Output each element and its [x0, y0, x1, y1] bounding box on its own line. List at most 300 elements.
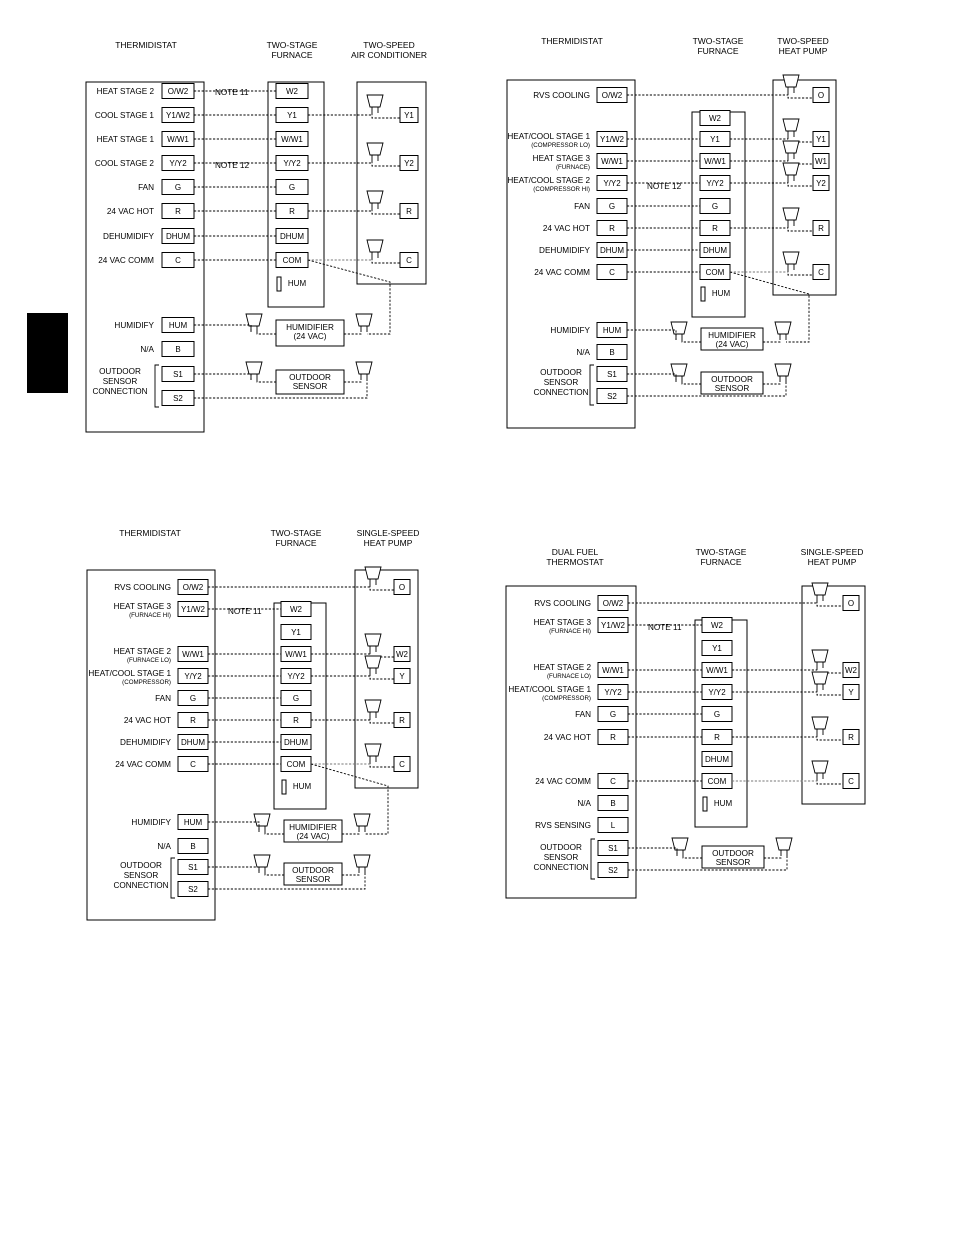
furnace-terminal: [702, 774, 732, 789]
furnace-terminal: [281, 735, 311, 750]
outdoor-terminal-label: O: [847, 599, 855, 608]
thermostat-terminal-label: Y1/W2: [600, 621, 626, 630]
terminal-function-label: 24 VAC COMM: [98, 256, 154, 265]
furnace-terminal: [281, 713, 311, 728]
column-header-line: HEAT PUMP: [363, 538, 413, 548]
thermostat-terminal: [597, 389, 627, 404]
outdoor-sensor-bracket: [171, 858, 175, 898]
furnace-terminal-label: Y/Y2: [706, 179, 724, 188]
thermostat-terminal-label: S1: [607, 370, 617, 379]
column-header-line: FURNACE: [700, 557, 742, 567]
thermostat-terminal-label: S1: [173, 370, 183, 379]
outdoor-terminal-label: C: [818, 268, 824, 277]
outdoor-sensor-connection-label-line: CONNECTION: [533, 863, 589, 872]
thermostat-terminal: [162, 84, 194, 99]
thermostat-terminal: [597, 88, 627, 103]
wire-connector-cap: [812, 650, 828, 662]
outdoor-terminal: [394, 669, 410, 684]
thermostat-terminal-label: W/W1: [602, 666, 624, 675]
outdoor-sensor-bracket: [590, 365, 594, 405]
outdoor-terminal-label: W1: [815, 157, 827, 166]
thermostat-terminal-label: R: [190, 716, 196, 725]
terminal-function-label: HEAT STAGE 2: [533, 663, 591, 672]
hum-terminal-slot: [277, 277, 281, 291]
terminal-function-label: COOL STAGE 1: [94, 111, 154, 120]
outdoor-terminal-label: C: [848, 777, 854, 786]
wire-connector: [356, 314, 372, 332]
column-header-line: FURNACE: [271, 50, 313, 60]
column-header-line: THERMIDISTAT: [541, 36, 603, 46]
furnace-terminal: [276, 229, 308, 244]
thermostat-terminal: [178, 691, 208, 706]
thermostat-terminal: [178, 735, 208, 750]
thermostat-terminal-label: W/W1: [601, 157, 623, 166]
furnace-terminal: [276, 132, 308, 147]
connector-lead: [370, 674, 394, 679]
thermostat-terminal-label: Y1/W2: [165, 111, 191, 120]
wire-connector: [812, 717, 828, 735]
wire-connector: [246, 314, 262, 332]
thermostat-terminal-label: C: [610, 777, 616, 786]
wire-connector: [812, 672, 828, 690]
dashed-wire: [627, 374, 676, 382]
furnace-terminal-label: HUM: [711, 289, 731, 298]
outdoor-sensor-label-line: OUTDOOR: [289, 373, 331, 382]
connector-lead: [372, 258, 400, 263]
connector-lead: [370, 585, 394, 590]
wire-connector-cap: [671, 322, 687, 334]
wire-connector-cap: [354, 814, 370, 826]
thermostat-terminal-label: W/W1: [182, 650, 204, 659]
terminal-function-label: 24 VAC COMM: [535, 777, 591, 786]
furnace-terminal: [700, 111, 730, 126]
wire-connector-cap: [776, 838, 792, 850]
connector-lead: [372, 209, 400, 214]
terminal-function-label: 24 VAC HOT: [542, 224, 590, 233]
thermostat-terminal: [162, 180, 194, 195]
outdoor-terminal: [843, 663, 859, 678]
furnace-terminal: [700, 221, 730, 236]
humidifier-label-line: HUMIDIFIER: [708, 331, 756, 340]
terminal-function-sublabel: (FURNACE LO): [546, 673, 591, 680]
wire-connector: [356, 362, 372, 380]
wire-connector: [354, 855, 370, 873]
wire-connector: [365, 700, 381, 718]
column-header-line: DUAL FUEL: [551, 547, 599, 557]
outdoor-terminal: [813, 265, 829, 280]
furnace-terminal-label: R: [289, 207, 295, 216]
wire-connector: [775, 322, 791, 340]
furnace-terminal: [276, 108, 308, 123]
terminal-function-label: HEAT STAGE 3: [532, 154, 590, 163]
column-header: [271, 528, 322, 548]
terminal-function-label: RVS COOLING: [534, 599, 591, 608]
wire-connector: [365, 656, 381, 674]
thermostat-terminal: [597, 345, 627, 360]
connector-lead: [257, 332, 276, 334]
furnace-terminal-label: DHUM: [703, 246, 727, 255]
furnace-terminal-label: Y1: [287, 111, 297, 120]
connector-lead: [682, 382, 701, 384]
thermostat-terminal-label: R: [610, 733, 616, 742]
terminal-function-label: COOL STAGE 2: [94, 159, 154, 168]
furnace-terminal-label: HUM: [713, 799, 733, 808]
outdoor-sensor-connection-label: [92, 367, 147, 396]
outdoor-sensor-connection-label: [533, 368, 588, 397]
thermostat-terminal: [178, 757, 208, 772]
thermostat-terminal: [178, 860, 208, 875]
furnace-terminal-label: Y1: [712, 644, 722, 653]
outdoor-terminal: [813, 154, 829, 169]
thermostat-terminal: [162, 391, 194, 406]
furnace-terminal-label: R: [714, 733, 720, 742]
thermostat-terminal: [598, 663, 628, 678]
furnace-terminal: [281, 691, 311, 706]
connector-lead: [788, 270, 813, 275]
terminal-function-label: FAN: [575, 710, 591, 719]
wire-connector-cap: [783, 119, 799, 131]
thermostat-terminal-label: Y/Y2: [169, 159, 187, 168]
furnace-terminal: [276, 84, 308, 99]
furnace-terminal-label: DHUM: [284, 738, 308, 747]
outdoor-terminal: [400, 253, 418, 268]
connector-lead: [764, 856, 781, 858]
wire-connector: [783, 75, 799, 93]
wire-connector-cap: [367, 240, 383, 252]
thermostat-terminal-label: HUM: [183, 818, 203, 827]
terminal-function-label: HUMIDIFY: [131, 818, 171, 827]
wire-connector: [812, 761, 828, 779]
column-header-line: TWO-STAGE: [266, 40, 318, 50]
furnace-terminal: [281, 625, 311, 640]
wire-connector-cap: [812, 717, 828, 729]
terminal-function-label: N/A: [577, 799, 591, 808]
thermostat-terminal: [178, 713, 208, 728]
thermostat-terminal: [597, 367, 627, 382]
terminal-function-label: HEAT STAGE 3: [113, 602, 171, 611]
furnace-terminal: [702, 730, 732, 745]
wire-connector: [671, 364, 687, 382]
furnace-terminal-label: DHUM: [705, 755, 729, 764]
terminal-function-label: HEAT/COOL STAGE 1: [88, 669, 171, 678]
wire-connector-cap: [365, 567, 381, 579]
outdoor-terminal-label: R: [848, 733, 854, 742]
furnace-terminal-label: Y/Y2: [287, 672, 305, 681]
furnace-terminal-label: G: [713, 710, 721, 719]
wire-connector-cap: [254, 814, 270, 826]
thermostat-terminal: [598, 685, 628, 700]
wire-connector: [254, 855, 270, 873]
furnace-terminal: [281, 647, 311, 662]
outdoor-sensor-label-line: SENSOR: [295, 875, 331, 884]
column-header: [546, 547, 603, 567]
column-header-line: FURNACE: [275, 538, 317, 548]
thermostat-terminal-label: DHUM: [166, 232, 190, 241]
connector-lead: [683, 856, 702, 858]
wire-connector: [365, 744, 381, 762]
thermostat-terminal: [598, 730, 628, 745]
furnace-terminal-label: HUM: [292, 782, 312, 791]
dashed-wire: [627, 330, 676, 340]
furnace-terminal-label: W2: [286, 87, 298, 96]
thermostat-terminal: [162, 108, 194, 123]
connector-lead: [344, 332, 361, 334]
connector-lead: [257, 380, 276, 382]
note-label: NOTE 12: [647, 182, 682, 191]
terminal-function-label: FAN: [155, 694, 171, 703]
column-header-line: TWO-SPEED: [777, 36, 829, 46]
furnace-terminal: [700, 243, 730, 258]
note-label: NOTE 11: [228, 607, 262, 616]
thermostat-terminal: [162, 156, 194, 171]
column-header-line: SINGLE-SPEED: [356, 528, 420, 538]
furnace-terminal-label: W2: [709, 114, 721, 123]
humidifier-label-line: HUMIDIFIER: [289, 823, 337, 832]
thermostat-terminal: [178, 815, 208, 830]
outdoor-sensor-label: [712, 849, 754, 867]
thermostat-terminal: [597, 132, 627, 147]
terminal-function-label: HEAT STAGE 1: [96, 135, 154, 144]
outdoor-sensor-bracket: [591, 839, 595, 879]
furnace-terminal: [702, 641, 732, 656]
connector-lead: [817, 601, 843, 606]
furnace-terminal: [276, 253, 308, 268]
connector-lead: [372, 113, 400, 118]
wire-connector-cap: [812, 583, 828, 595]
wire-connector-cap: [367, 95, 383, 107]
terminal-function-label: HUMIDIFY: [550, 326, 590, 335]
furnace-terminal: [702, 707, 732, 722]
furnace-terminal: [276, 204, 308, 219]
column-header: [357, 528, 420, 548]
thermostat-terminal: [598, 796, 628, 811]
wire-connector: [367, 95, 383, 113]
thermostat-terminal: [162, 132, 194, 147]
furnace-terminal-label: W/W1: [281, 135, 303, 144]
furnace-terminal-label: Y1: [291, 628, 301, 637]
furnace-terminal-label: HUM: [287, 279, 307, 288]
furnace-terminal: [281, 602, 311, 617]
furnace-terminal-label: R: [293, 716, 299, 725]
column-header-line: THERMIDISTAT: [119, 528, 181, 538]
outdoor-terminal-label: R: [406, 207, 412, 216]
outdoor-sensor-label-line: SENSOR: [715, 858, 751, 867]
thermostat-terminal: [162, 367, 194, 382]
thermostat-terminal-label: O/W2: [182, 583, 204, 592]
thermostat-terminal: [597, 221, 627, 236]
column-header: [351, 40, 427, 60]
thermostat-terminal: [597, 176, 627, 191]
thermostat-terminal: [162, 342, 194, 357]
wire-connector: [367, 191, 383, 209]
column-header: [267, 40, 318, 60]
terminal-function-label: N/A: [140, 345, 154, 354]
outdoor-terminal-label: O: [817, 91, 825, 100]
wire-connector-cap: [775, 322, 791, 334]
furnace-terminal: [700, 176, 730, 191]
connector-lead: [344, 380, 361, 382]
thermostat-terminal: [598, 841, 628, 856]
outdoor-terminal: [843, 685, 859, 700]
outdoor-terminal: [400, 108, 418, 123]
outdoor-terminal: [843, 730, 859, 745]
thermostat-terminal-label: DHUM: [181, 738, 205, 747]
furnace-terminal: [702, 752, 732, 767]
outdoor-terminal: [400, 204, 418, 219]
column-header-line: TWO-SPEED: [363, 40, 415, 50]
thermostat-terminal: [597, 323, 627, 338]
column-header: [541, 36, 603, 46]
thermostat-terminal: [162, 253, 194, 268]
thermostat-terminal-label: S2: [173, 394, 183, 403]
thermostat-terminal: [162, 204, 194, 219]
terminal-function-label: HEAT STAGE 3: [533, 618, 591, 627]
wire-connector: [671, 322, 687, 340]
furnace-terminal-label: Y1: [710, 135, 720, 144]
outdoor-sensor-connection-label-line: OUTDOOR: [99, 367, 141, 376]
thermostat-terminal-label: Y1/W2: [599, 135, 625, 144]
column-header-line: THERMIDISTAT: [115, 40, 177, 50]
thermostat-terminal-label: B: [610, 799, 616, 808]
thermostat-terminal: [178, 580, 208, 595]
thermostat-terminal-label: G: [174, 183, 182, 192]
column-header-line: HEAT PUMP: [778, 46, 828, 56]
humidifier-label-line: (24 VAC): [296, 832, 330, 841]
column-header: [119, 528, 181, 538]
terminal-function-label: FAN: [138, 183, 154, 192]
furnace-terminal-label: COM: [707, 777, 727, 786]
outdoor-sensor-label-line: SENSOR: [714, 384, 750, 393]
thermostat-terminal-label: C: [190, 760, 196, 769]
outdoor-sensor-label-line: OUTDOOR: [292, 866, 334, 875]
thermostat-terminal-label: W/W1: [167, 135, 189, 144]
furnace-terminal: [700, 265, 730, 280]
dashed-wire: [628, 848, 677, 856]
connector-lead: [370, 718, 394, 723]
wire-connector: [672, 838, 688, 856]
column-header-line: AIR CONDITIONER: [350, 50, 428, 60]
thermostat-terminal-label: G: [609, 710, 617, 719]
outdoor-terminal: [394, 580, 410, 595]
outdoor-terminal-label: Y1: [404, 111, 414, 120]
outdoor-sensor-label: [289, 373, 331, 391]
wire-connector-cap: [783, 163, 799, 175]
wire-connector: [365, 567, 381, 585]
outdoor-sensor-connection-label-line: SENSOR: [102, 377, 138, 386]
furnace-terminal-label: G: [288, 183, 296, 192]
thermostat-terminal-label: C: [609, 268, 615, 277]
furnace-terminal-label: G: [711, 202, 719, 211]
column-header: [801, 547, 864, 567]
terminal-function-label: 24 VAC COMM: [115, 760, 171, 769]
thermostat-terminal: [598, 707, 628, 722]
connector-lead: [342, 832, 359, 834]
outdoor-sensor-connection-label-line: SENSOR: [543, 853, 579, 862]
thermostat-terminal-label: B: [175, 345, 181, 354]
dashed-wire: [194, 325, 251, 332]
outdoor-terminal: [813, 221, 829, 236]
wire-connector: [365, 634, 381, 652]
column-header: [115, 40, 177, 50]
wire-connector-cap: [783, 208, 799, 220]
wiring-diagram-4: [506, 547, 865, 898]
thermostat-terminal: [597, 265, 627, 280]
thermostat-terminal: [598, 618, 628, 633]
wire-connector-cap: [356, 314, 372, 326]
terminal-function-label: RVS COOLING: [114, 583, 171, 592]
furnace-terminal: [702, 663, 732, 678]
thermostat-terminal: [178, 602, 208, 617]
note-label: NOTE 11: [648, 623, 682, 632]
connector-lead: [682, 340, 701, 342]
terminal-function-label: RVS SENSING: [535, 821, 591, 830]
thermostat-terminal-label: DHUM: [600, 246, 624, 255]
thermostat-terminal: [598, 818, 628, 833]
thermostat-terminal-label: HUM: [168, 321, 188, 330]
wire-connector-cap: [783, 252, 799, 264]
humidifier-label-line: (24 VAC): [293, 332, 327, 341]
furnace-terminal-label: COM: [705, 268, 725, 277]
thermostat-terminal: [598, 863, 628, 878]
column-header-line: FURNACE: [697, 46, 739, 56]
terminal-function-label: 24 VAC HOT: [543, 733, 591, 742]
outdoor-terminal: [813, 176, 829, 191]
wire-connector: [812, 583, 828, 601]
furnace-terminal: [702, 685, 732, 700]
furnace-terminal-label: COM: [286, 760, 306, 769]
terminal-function-label: HUMIDIFY: [114, 321, 154, 330]
outdoor-sensor-connection-label-line: CONNECTION: [533, 388, 589, 397]
outdoor-terminal: [813, 88, 829, 103]
furnace-terminal: [700, 154, 730, 169]
wire-connector: [246, 362, 262, 380]
connector-lead: [265, 873, 284, 875]
outdoor-sensor-connection-label-line: OUTDOOR: [540, 368, 582, 377]
thermostat-terminal-label: B: [190, 842, 196, 851]
column-header: [777, 36, 828, 56]
outdoor-sensor-connection-label-line: SENSOR: [123, 871, 159, 880]
hum-terminal-slot: [701, 287, 705, 301]
outdoor-sensor-connection-label: [113, 861, 168, 890]
column-header-line: TWO-STAGE: [692, 36, 744, 46]
thermostat-terminal-label: S1: [608, 844, 618, 853]
outdoor-sensor-connection-label-line: OUTDOOR: [540, 843, 582, 852]
connector-lead: [788, 226, 813, 231]
thermostat-terminal: [178, 882, 208, 897]
thermostat-terminal-label: G: [608, 202, 616, 211]
thermostat-terminal-label: S2: [608, 866, 618, 875]
furnace-terminal: [281, 669, 311, 684]
terminal-function-label: DEHUMIDIFY: [539, 246, 590, 255]
wire-connector: [776, 838, 792, 856]
thermostat-terminal: [162, 229, 194, 244]
terminal-function-sublabel: (FURNACE LO): [126, 657, 171, 664]
terminal-function-sublabel: (COMPRESSOR LO): [531, 142, 590, 149]
note-label: NOTE 12: [215, 161, 250, 170]
terminal-function-label: 24 VAC COMM: [534, 268, 590, 277]
thermostat-terminal-label: L: [610, 821, 616, 830]
outdoor-sensor-connection-label-line: CONNECTION: [113, 881, 169, 890]
wiring-diagram-1: [86, 40, 427, 432]
thermostat-terminal-label: HUM: [602, 326, 622, 335]
wire-connector-cap: [356, 362, 372, 374]
outdoor-sensor-connection-label-line: SENSOR: [543, 378, 579, 387]
thermostat-terminal-label: C: [175, 256, 181, 265]
outdoor-terminal: [813, 132, 829, 147]
outdoor-sensor-connection-label-line: OUTDOOR: [120, 861, 162, 870]
thermostat-terminal-label: O/W2: [602, 599, 624, 608]
wire-connector-cap: [812, 761, 828, 773]
